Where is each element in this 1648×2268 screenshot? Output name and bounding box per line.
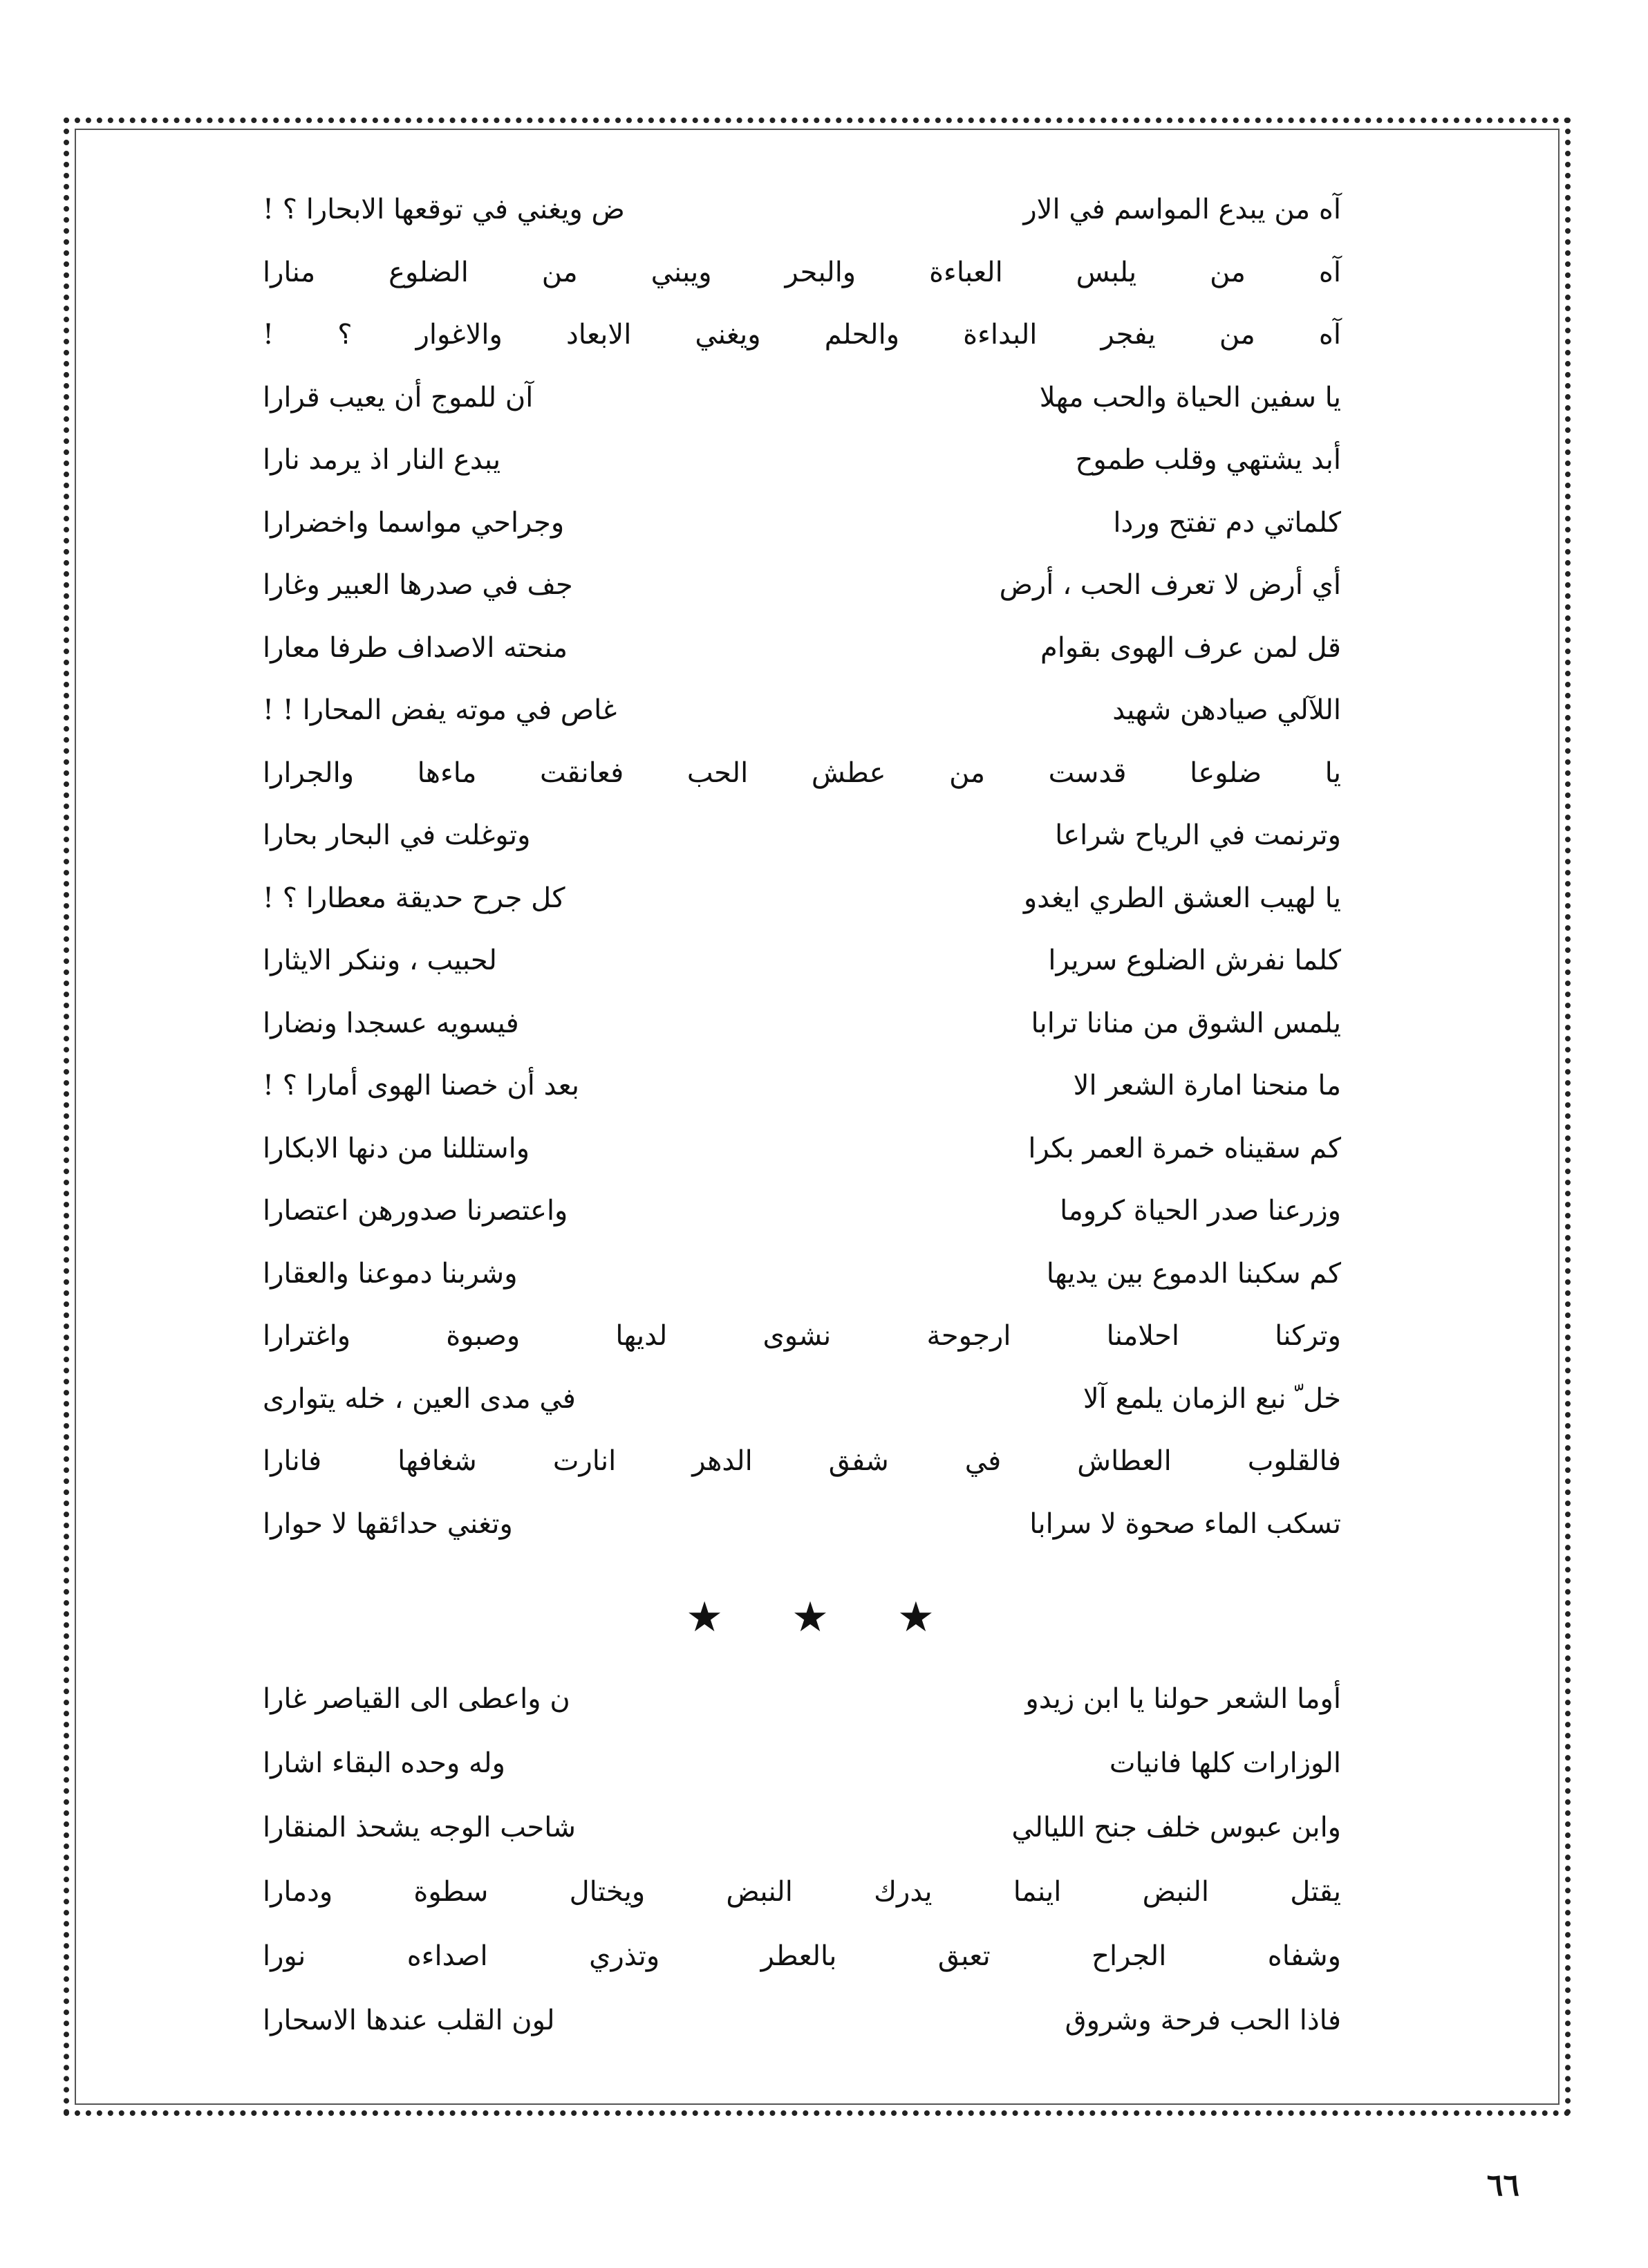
verse-line xyxy=(263,1500,1341,1548)
verse-line xyxy=(263,686,1341,734)
verse-second-hemistich: وله وحده البقاء اشارا xyxy=(263,1747,505,1779)
verse-second-hemistich: بعد أن خصنا الهوى أمارا ؟ ! xyxy=(263,1070,580,1102)
verse-first-hemistich: كلماتي دم تفتح وردا xyxy=(1113,506,1341,539)
verse-first-hemistich: تسكب الماء صحوة لا سرابا xyxy=(1029,1507,1341,1540)
verse-line xyxy=(263,1124,1341,1173)
verse-line xyxy=(263,1803,1341,1852)
verse-line xyxy=(263,811,1341,859)
verse-line xyxy=(263,373,1341,422)
verse-first-hemistich: يا سفين الحياة والحب مهلا xyxy=(1039,381,1341,413)
verse-line xyxy=(263,1249,1341,1298)
verse-second-hemistich: في مدى العين ، خله يتوارى xyxy=(263,1382,576,1415)
verse-first-hemistich: كلما نفرش الضلوع سريرا xyxy=(1048,945,1341,976)
verse-line xyxy=(263,499,1341,547)
verse-second-hemistich: كل جرح حديقة معطارا ؟ ! xyxy=(263,882,565,914)
verse-first-hemistich: قل لمن عرف الهوى بقوام xyxy=(1040,631,1341,664)
verse-first-hemistich: ما منحنا امارة الشعر الا xyxy=(1073,1070,1341,1102)
verse-first-hemistich: آه من يبدع المواسم في الار xyxy=(1023,194,1341,225)
verse-second-hemistich: جف في صدرها العبير وغارا xyxy=(263,569,573,601)
page-number: ٦٦ xyxy=(1486,2168,1519,2203)
verse-first-hemistich: أبد يشتهي وقلب طموح xyxy=(1075,444,1341,476)
verse-second-hemistich: وشربنا دموعنا والعقارا xyxy=(263,1257,518,1290)
verse-first-hemistich: كم سقيناه خمرة العمر بكرا xyxy=(1028,1132,1341,1164)
verse-second-hemistich: فيسويه عسجدا ونضارا xyxy=(263,1007,519,1039)
verse-line: وتركنا احلامنا ارجوحة نشوى لديها وصبوة واغترارا xyxy=(263,1320,1341,1352)
verse-first-hemistich: أوما الشعر حولنا يا ابن زيدو xyxy=(1025,1683,1341,1715)
verse-line xyxy=(263,1187,1341,1235)
stanza-separator: ★ ★ ★ xyxy=(686,1593,962,1642)
verse-line xyxy=(263,1675,1341,1723)
verse-first-hemistich: كم سكبنا الدموع بين يديها xyxy=(1046,1257,1341,1290)
verse-first-hemistich: أي أرض لا تعرف الحب ، أرض xyxy=(999,569,1341,601)
verse-second-hemistich: ض ويغني في توقعها الابحارا ؟ ! xyxy=(263,194,625,225)
verse-second-hemistich: لون القلب عندها الاسحارا xyxy=(263,2005,555,2036)
verse-second-hemistich: آن للموج أن يعيب قرارا xyxy=(263,381,534,413)
verse-line: آه من يفجر البداءة والحلم ويغني الابعاد والاغوار ؟ ! xyxy=(263,319,1341,351)
verse-line xyxy=(263,561,1341,609)
verse-second-hemistich: وجراحي مواسما واخضرارا xyxy=(263,506,565,539)
verse-line xyxy=(263,1996,1341,2045)
verse-second-hemistich: وتغني حدائقها لا حوارا xyxy=(263,1507,513,1540)
verse-line xyxy=(263,185,1341,234)
verse-second-hemistich: منحته الاصداف طرفا معارا xyxy=(263,631,568,664)
verse-first-hemistich: اللآلي صيادهن شهيد xyxy=(1112,694,1341,726)
verse-line xyxy=(263,1739,1341,1787)
verse-line: وشفاه الجراح تعبق بالعطر وتذري اصداءه نورا xyxy=(263,1940,1341,1972)
verse-line xyxy=(263,936,1341,985)
verse-second-hemistich: غاص في موته يفض المحارا ! ! xyxy=(263,694,617,726)
verse-second-hemistich: واستللنا من دنها الابكارا xyxy=(263,1132,530,1164)
verse-second-hemistich: شاحب الوجه يشحذ المنقارا xyxy=(263,1812,576,1843)
verse-line xyxy=(263,436,1341,484)
verse-line xyxy=(263,999,1341,1048)
verse-line: فالقلوب العطاش في شفق الدهر انارت شغافها فانارا xyxy=(263,1445,1341,1477)
verse-second-hemistich: وتوغلت في البحار بحارا xyxy=(263,819,531,851)
verse-second-hemistich: واعتصرنا صدورهن اعتصارا xyxy=(263,1195,568,1227)
verse-first-hemistich: يا لهيب العشق الطري ايغدو xyxy=(1023,882,1341,914)
verse-first-hemistich: خل ّ نبع الزمان يلمع آلا xyxy=(1083,1382,1341,1415)
verse-line: يقتل النبض اينما يدرك النبض ويختال سطوة ودمارا xyxy=(263,1876,1341,1908)
verse-line xyxy=(263,874,1341,922)
verse-line xyxy=(263,624,1341,672)
verse-first-hemistich: وابن عبوس خلف جنح الليالي xyxy=(1011,1812,1341,1843)
verse-line xyxy=(263,1375,1341,1423)
verse-first-hemistich: وترنمت في الرياح شراعا xyxy=(1055,819,1341,851)
verse-line xyxy=(263,1061,1341,1110)
verse-second-hemistich: يبدع النار اذ يرمد نارا xyxy=(263,444,501,476)
verse-first-hemistich: وزرعنا صدر الحياة كروما xyxy=(1060,1195,1341,1227)
verse-first-hemistich: فاذا الحب فرحة وشروق xyxy=(1065,2005,1341,2036)
verse-line: يا ضلوعا قدست من عطش الحب فعانقت ماءها والجرارا xyxy=(263,756,1341,789)
verse-second-hemistich: لحبيب ، وننكر الايثارا xyxy=(263,945,497,976)
verse-first-hemistich: يلمس الشوق من منانا ترابا xyxy=(1031,1007,1341,1039)
verse-second-hemistich: ن واعطى الى القياصر غارا xyxy=(263,1683,570,1715)
verse-line: آه من يلبس العباءة والبحر ويبني من الضلوع منارا xyxy=(263,256,1341,288)
verse-first-hemistich: الوزارات كلها فانيات xyxy=(1109,1747,1341,1779)
